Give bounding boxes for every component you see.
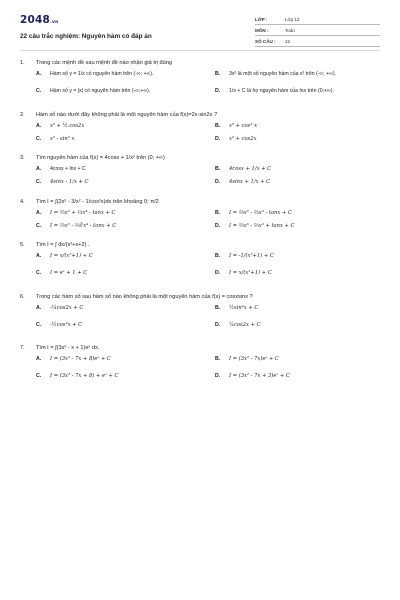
meta-value: Toán [285, 27, 295, 33]
option-d[interactable] [215, 321, 380, 338]
option-text: 4cosx + 1/x + C [229, 166, 272, 172]
option-text: I = x/(x²+1) + C [50, 253, 93, 259]
option-d[interactable] [215, 178, 380, 191]
option-b[interactable] [215, 70, 380, 87]
option-d[interactable] [215, 372, 380, 389]
option-text: x² - sin² x [50, 135, 75, 142]
question-number: 6. [20, 293, 25, 300]
option-b[interactable] [215, 165, 380, 178]
option-c[interactable] [36, 87, 201, 104]
option-letter: B. [215, 122, 221, 129]
question-3 [20, 154, 380, 191]
option-text: 4sinx + 1/x + C [229, 179, 271, 185]
header-divider [20, 50, 380, 51]
option-b[interactable] [215, 209, 380, 222]
question-4 [20, 198, 380, 235]
meta-row-class [255, 14, 380, 25]
question-7 [20, 344, 380, 389]
question-text: Trong các mệnh đề sau mệnh đề nào nhận giá trị đúng [36, 60, 172, 66]
option-letter: B. [215, 71, 221, 77]
option-d[interactable] [215, 87, 380, 104]
option-a[interactable] [36, 355, 201, 372]
option-text: Hàm số y = |x| có nguyên hàm trên (-∞;+∞). [50, 88, 151, 94]
option-text: I = (3x² - 7x + 8) + eˣ + C [50, 373, 119, 379]
meta-key: MÔN : [255, 27, 269, 33]
option-letter: C. [36, 373, 42, 379]
option-b[interactable] [215, 122, 380, 135]
option-b[interactable] [215, 355, 380, 372]
option-letter: C. [36, 270, 42, 276]
question-1 [20, 59, 380, 104]
option-a[interactable] [36, 209, 201, 222]
option-text: -½cos²x + C [50, 321, 83, 328]
question-text: Tìm I = ∫ dx/(x²+x+2) . [36, 242, 90, 248]
meta-value: Lớp 12 [285, 16, 300, 22]
option-a[interactable] [36, 252, 201, 269]
option-text: ½sin²x + C [229, 304, 259, 311]
logo-main: 2048 [20, 14, 51, 26]
question-5 [20, 241, 380, 286]
option-letter: D. [215, 270, 221, 276]
option-letter: B. [215, 209, 221, 216]
option-letter: B. [215, 356, 221, 362]
option-letter: D. [215, 373, 221, 379]
option-b[interactable] [215, 252, 380, 269]
question-2 [20, 111, 380, 148]
option-text: I = ⅔x³ - ⅔∛x⁴ - tanx + C [50, 222, 117, 229]
option-letter: D. [215, 321, 221, 328]
option-letter: A. [36, 209, 42, 216]
question-number: 2. [20, 111, 25, 118]
document-title: 22 câu trắc nghiệm: Nguyên hàm có đáp án [20, 33, 152, 40]
meta-table [255, 14, 380, 47]
option-text: I = eˣ + 1 + C [50, 270, 88, 276]
option-letter: B. [215, 253, 221, 259]
option-text: I = (3x² - 7x + 3)eˣ + C [229, 373, 290, 379]
option-letter: C. [36, 135, 42, 142]
option-text: 1/x + C là họ nguyên hàm của lnx trên (0;+∞). [229, 88, 334, 94]
option-text: 4cosx + lnx + C [50, 166, 86, 172]
option-d[interactable] [215, 269, 380, 286]
option-letter: D. [215, 179, 221, 185]
option-text: ¼cos2x + C [229, 321, 261, 328]
option-text: I = (3x² - 7x + 8)eˣ + C [50, 356, 111, 362]
option-d[interactable] [215, 135, 380, 148]
option-b[interactable] [215, 304, 380, 321]
question-text: Trong các hàm số sau hàm số nào không phải là một nguyên hàm của f(x) = cosxsinx ? [36, 293, 253, 300]
option-letter: B. [215, 304, 221, 311]
option-text: I = x/(x²+1) + C [229, 270, 272, 276]
meta-row-count [255, 36, 380, 47]
question-number: 7. [20, 345, 25, 351]
option-c[interactable] [36, 269, 201, 286]
option-letter: A. [36, 166, 42, 172]
option-letter: C. [36, 88, 42, 94]
option-text: I = ⅔x³ - ⅔x³ + tanx + C [229, 222, 295, 229]
option-text: x² + cos² x [229, 122, 257, 129]
question-text: Tìm I = ∫(3x² - x + 1)eˣ dx. [36, 345, 100, 351]
option-a[interactable] [36, 70, 201, 87]
option-text: I = ⅔x³ - ⅔x³ - tanx + C [229, 209, 292, 216]
option-d[interactable] [215, 222, 380, 235]
question-list [20, 59, 380, 389]
option-text: -¼cos2x + C [50, 304, 84, 311]
option-text: x² + ½.cos2x [50, 122, 85, 129]
meta-key: LỚP : [255, 16, 268, 22]
question-number: 3. [20, 155, 25, 161]
question-number: 4. [20, 198, 25, 205]
option-letter: A. [36, 122, 42, 129]
question-text: Tìm nguyên hàm của f(x) = 4cosx + 1/x² trên (0; +∞) [36, 155, 165, 161]
question-6 [20, 293, 380, 338]
option-a[interactable] [36, 304, 201, 321]
option-letter: A. [36, 71, 42, 77]
option-letter: A. [36, 304, 42, 311]
option-text: x² + cos2x [229, 135, 257, 142]
option-text: I = -1/(x²+1) + C [229, 253, 274, 259]
question-number: 5. [20, 242, 25, 248]
option-text: I = ⅔x³ + ⅔x⁴ - tanx + C [50, 209, 116, 216]
option-c[interactable] [36, 222, 201, 235]
option-a[interactable] [36, 165, 201, 178]
option-letter: D. [215, 88, 221, 94]
option-c[interactable] [36, 321, 201, 338]
option-text: Hàm số y = 1/x có nguyên hàm trên (-∞; +∞). [50, 71, 154, 77]
meta-row-subject [255, 25, 380, 36]
option-letter: C. [36, 179, 42, 185]
option-letter: D. [215, 222, 221, 229]
meta-key: SỐ CÂU : [255, 38, 276, 44]
question-text: Tìm I = ∫(2x² - 3/x² - 1/cos²x)dx trên khoảng 0; π/2 [36, 198, 159, 205]
option-text: I = (3x² - 7x)eˣ + C [229, 356, 279, 362]
option-c[interactable] [36, 135, 201, 148]
logo-suffix: .vn [50, 20, 59, 25]
option-letter: C. [36, 222, 42, 229]
question-text: Hàm số nào dưới đây không phải là một nguyên hàm của f(x)=2x-sin2x ? [36, 111, 218, 118]
option-text: 4sinx - 1/x + C [50, 179, 89, 185]
question-number: 1. [20, 60, 25, 66]
option-c[interactable] [36, 372, 201, 389]
option-a[interactable] [36, 122, 201, 135]
meta-value: 22 [285, 38, 291, 44]
option-letter: D. [215, 135, 221, 142]
option-letter: A. [36, 356, 42, 362]
option-letter: A. [36, 253, 42, 259]
option-c[interactable] [36, 178, 201, 191]
option-text: 3x² là một số nguyên hàm của x³ trên (-∞; +∞). [229, 71, 337, 77]
option-letter: B. [215, 166, 221, 172]
option-letter: C. [36, 321, 42, 328]
